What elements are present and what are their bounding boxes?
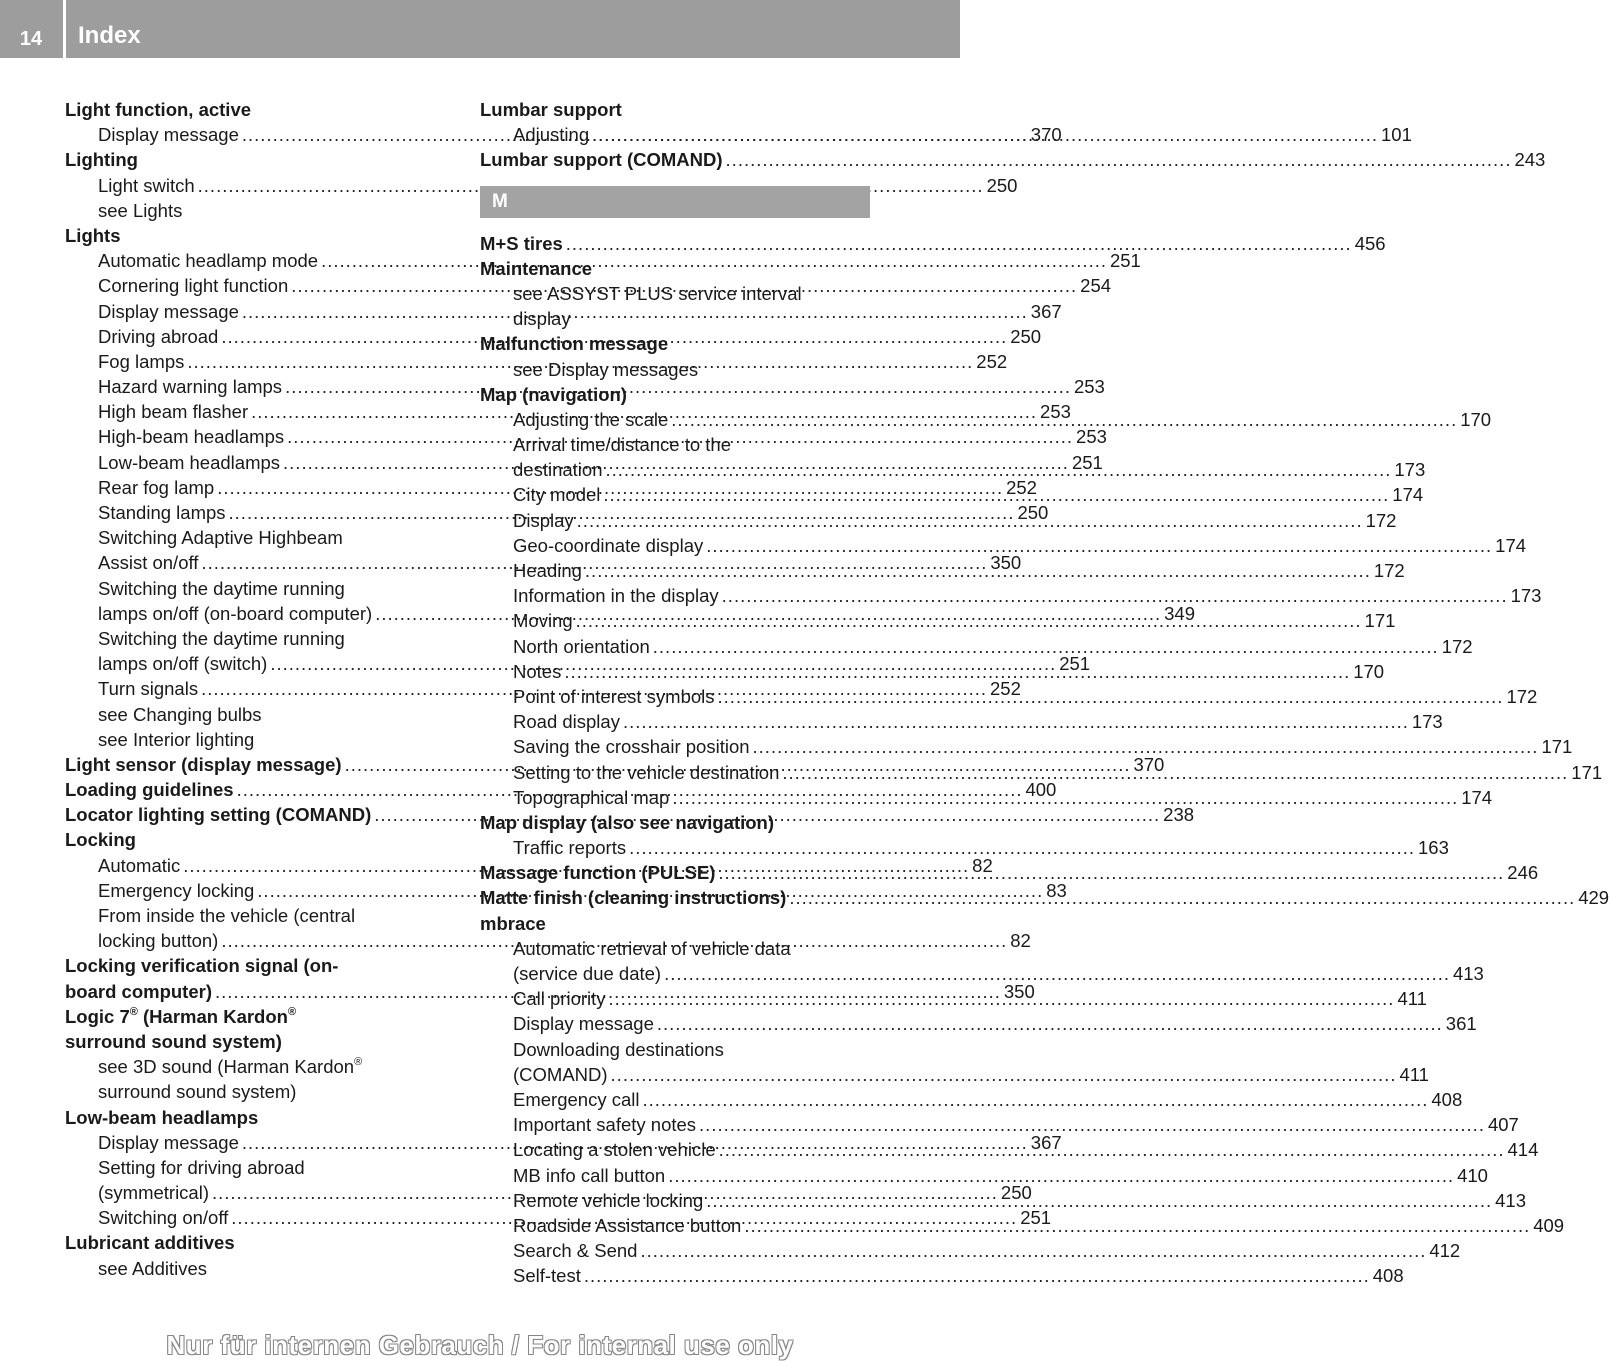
entry-label: mbrace: [480, 912, 546, 934]
page-reference: 456: [1354, 232, 1386, 254]
index-subentry: [480, 1263, 1404, 1288]
entry-label: Information in the display: [513, 585, 719, 607]
dot-leader: [726, 147, 1512, 172]
index-entry: [65, 1004, 455, 1029]
entry-label: City model: [513, 484, 601, 506]
page-reference: 173: [1411, 711, 1443, 733]
page-reference: 411: [1399, 1063, 1429, 1085]
entry-label: Adjusting: [513, 124, 590, 146]
entry-label: Road display: [513, 711, 620, 733]
page-reference: 367: [1030, 300, 1062, 322]
index-subentry: [65, 1079, 455, 1104]
dot-leader: [719, 1137, 1505, 1162]
dot-leader: [640, 1238, 1426, 1263]
index-subentry: [480, 432, 870, 457]
index-entry: [65, 223, 455, 248]
page-reference: 408: [1372, 1265, 1404, 1287]
index-entry: [65, 97, 455, 122]
dot-leader: [706, 533, 1492, 558]
entry-label: Switching the daytime running: [98, 577, 345, 599]
entry-label: Lubricant additives: [65, 1232, 235, 1254]
entry-label: Arrival time/distance to the: [513, 434, 731, 456]
entry-label: Geo-coordinate display: [513, 534, 704, 556]
page-reference: 172: [1441, 635, 1473, 657]
entry-label: Downloading destinations: [513, 1038, 724, 1060]
index-entry: [480, 810, 870, 835]
entry-label: Locator lighting setting (COMAND): [65, 804, 372, 826]
entry-label: see Display messages: [513, 358, 699, 380]
entry-label: (COMAND): [513, 1063, 608, 1085]
entry-label: Heading: [513, 560, 582, 581]
index-subentry: [480, 835, 1449, 860]
entry-label: Notes: [513, 660, 562, 682]
entry-label: Massage function (PULSE): [480, 862, 716, 884]
page-reference: 101: [1381, 124, 1412, 146]
entry-label: Locking verification signal (on-: [65, 955, 339, 977]
page-reference: 250: [1010, 325, 1042, 347]
dot-leader: [672, 785, 1458, 810]
dot-leader: [611, 1062, 1397, 1087]
page-reference: 174: [1392, 484, 1424, 506]
entry-label: MB info call button: [513, 1164, 666, 1186]
page-number: 14: [19, 28, 43, 50]
entry-label: destination: [513, 459, 603, 481]
index-subentry: [480, 634, 1473, 659]
dot-leader: [718, 684, 1504, 709]
index-subentry: [480, 1112, 1519, 1137]
entry-label: Lumbar support (COMAND): [480, 149, 723, 171]
entry-label: (symmetrical): [98, 1182, 209, 1204]
index-entry: [65, 1230, 455, 1255]
entry-label: Emergency call: [513, 1088, 640, 1110]
entry-label: lamps on/off (switch): [98, 653, 268, 675]
dot-leader: [699, 1112, 1485, 1137]
index-subentry: [65, 576, 455, 601]
entry-label: Roadside Assistance button: [513, 1214, 742, 1236]
dot-leader: [668, 1163, 1454, 1188]
entry-label: Emergency locking: [98, 879, 255, 901]
entry-label: High beam flasher: [98, 401, 249, 423]
index-subentry: [480, 1238, 1461, 1263]
dot-leader: [671, 407, 1457, 432]
index-subentry: [480, 1163, 1488, 1188]
entry-label: Saving the crosshair position: [513, 736, 750, 758]
entry-label: Driving abroad: [98, 325, 219, 347]
entry-label: Malfunction message: [480, 333, 669, 355]
page-reference: 251: [1059, 653, 1091, 675]
dot-leader: [706, 1188, 1492, 1213]
page-reference: 251: [1109, 250, 1141, 272]
entry-label: Light function, active: [65, 99, 252, 120]
index-subentry: [480, 357, 870, 382]
entry-label: Light switch: [98, 174, 195, 196]
dot-leader: [782, 760, 1568, 785]
dot-leader: [592, 122, 1378, 147]
page-reference: 254: [1080, 275, 1112, 297]
index-subentry: [65, 1256, 455, 1281]
page-reference: 251: [1071, 451, 1103, 473]
page-reference: 173: [1394, 459, 1426, 481]
entry-label: Traffic reports: [513, 837, 627, 859]
index-entry: [480, 256, 870, 281]
index-subentry: [480, 1062, 1429, 1087]
dot-leader: [623, 709, 1409, 734]
page-reference: 407: [1487, 1114, 1519, 1136]
page-reference: 82: [1010, 930, 1031, 952]
entry-label: Search & Send: [513, 1240, 638, 1262]
entry-label: Locking: [65, 829, 136, 851]
entry-label: Locating a stolen vehicle: [513, 1139, 716, 1161]
dot-leader: [584, 1263, 1370, 1288]
entry-label: Automatic headlamp mode: [98, 250, 319, 272]
page-reference: 409: [1533, 1214, 1565, 1236]
page-reference: 171: [1541, 736, 1573, 758]
page-reference: 361: [1445, 1013, 1477, 1035]
entry-label: see Additives: [98, 1257, 208, 1279]
entry-label: Setting for driving abroad: [98, 1156, 305, 1178]
index-entry: [65, 147, 455, 172]
index-entry: [65, 953, 455, 978]
page-reference: 252: [976, 350, 1008, 372]
index-subentry: [65, 1054, 455, 1079]
dot-leader: [609, 986, 1395, 1011]
page-reference: 243: [1514, 149, 1546, 171]
dot-leader: [603, 482, 1389, 507]
page-reference: 174: [1495, 534, 1527, 556]
page-reference: 400: [1025, 779, 1057, 801]
page-reference: 172: [1365, 509, 1397, 531]
index-subentry: [65, 626, 455, 651]
dot-leader: [576, 608, 1362, 633]
dot-leader: [718, 860, 1504, 885]
index-entry: [480, 382, 870, 407]
page-reference: 171: [1571, 761, 1603, 783]
dot-leader: [657, 1011, 1443, 1036]
section-letter-bar: M: [480, 186, 870, 218]
entry-label: Logic 7® (Harman Kardon®: [65, 1005, 297, 1027]
entry-label: Map (navigation): [480, 383, 627, 405]
entry-label: Low-beam headlamps: [65, 1106, 259, 1128]
page-reference: 412: [1429, 1240, 1461, 1262]
page-reference: 82: [972, 854, 993, 876]
page-reference: 250: [1017, 502, 1049, 523]
index-subentry: [65, 702, 455, 727]
entry-label: see Lights: [98, 199, 183, 221]
index-subentry: [65, 525, 455, 550]
entry-label: Moving: [513, 610, 573, 632]
internal-use-watermark: Nur für internen Gebrauch / For internal use only: [166, 1330, 794, 1360]
dot-leader: [664, 961, 1450, 986]
dot-leader: [577, 508, 1363, 533]
page-reference: 413: [1495, 1189, 1527, 1211]
page-reference: 83: [1046, 879, 1067, 901]
index-subentry: [65, 299, 1062, 324]
entry-label: see Interior lighting: [98, 728, 255, 750]
dot-leader: [789, 885, 1575, 910]
entry-label: Automatic: [98, 854, 181, 876]
index-entry: [480, 231, 1386, 256]
entry-label: Call priority: [513, 988, 606, 1010]
page-reference: 171: [1364, 610, 1396, 632]
entry-label: surround sound system): [98, 1081, 297, 1103]
page-reference: 252: [990, 678, 1021, 700]
index-subentry: [480, 1011, 1477, 1036]
page-reference: 413: [1452, 963, 1484, 984]
page-reference: 349: [1164, 602, 1195, 624]
index-subentry: [480, 306, 870, 331]
page-reference: 408: [1431, 1088, 1463, 1110]
entry-label: Display message: [98, 124, 239, 146]
page-reference: 170: [1353, 660, 1385, 682]
index-subentry: [65, 903, 455, 928]
index-entry: [65, 827, 455, 852]
page-reference: 246: [1507, 862, 1539, 884]
page-reference: 250: [986, 174, 1018, 196]
dot-leader: [629, 835, 1415, 860]
index-entry: [480, 97, 870, 122]
entry-label: Lights: [65, 224, 121, 246]
index-subentry: [480, 936, 870, 961]
page-reference: 367: [1030, 1131, 1062, 1153]
entry-label: Loading guidelines: [65, 779, 234, 801]
index-subentry: [65, 173, 1018, 198]
page-reference: 172: [1506, 685, 1538, 707]
entry-label: Adjusting the scale: [513, 408, 669, 430]
dot-leader: [653, 634, 1439, 659]
entry-label: surround sound system): [65, 1030, 282, 1052]
index-subentry: [480, 1037, 870, 1062]
entry-label: Switching the daytime running: [98, 627, 345, 649]
entry-label: Fog lamps: [98, 350, 185, 372]
page-reference: 238: [1163, 804, 1195, 826]
entry-label: Lumbar support: [480, 99, 622, 120]
page-reference: 350: [1003, 980, 1035, 1002]
page-reference: 252: [1006, 476, 1037, 498]
index-subentry: [480, 709, 1443, 734]
index-entry: [480, 911, 870, 936]
page-reference: 170: [1460, 408, 1492, 430]
page-reference: 414: [1507, 1139, 1539, 1161]
entry-label: Matte finish (cleaning instructions): [480, 887, 787, 909]
page-reference: 163: [1418, 837, 1449, 859]
index-entry: [480, 331, 870, 356]
page-reference: 429: [1578, 887, 1609, 909]
entry-label: see 3D sound (Harman Kardon®: [98, 1056, 363, 1078]
entry-label: Display message: [98, 1131, 239, 1153]
entry-label: display: [513, 308, 571, 330]
entry-label: Light sensor (display message): [65, 753, 342, 775]
index-entry: [65, 1105, 455, 1130]
entry-label: M+S tires: [480, 232, 563, 254]
entry-label: Switching on/off: [98, 1207, 229, 1229]
entry-label: Display: [513, 509, 574, 531]
dot-leader: [585, 558, 1371, 583]
page-reference: 370: [1030, 124, 1062, 146]
dot-leader: [753, 734, 1539, 759]
entry-label: Self-test: [513, 1265, 581, 1287]
index-subentry: [65, 727, 455, 752]
index-entry: [65, 1029, 455, 1054]
dot-leader: [722, 583, 1508, 608]
entry-label: Low-beam headlamps: [98, 451, 281, 473]
entry-label: Standing lamps: [98, 502, 226, 523]
entry-label: From inside the vehicle (central: [98, 905, 356, 926]
index-subentry: [480, 1087, 1463, 1112]
entry-label: North orientation: [513, 635, 650, 657]
page-reference: 350: [990, 552, 1022, 574]
page-reference: 250: [1000, 1182, 1032, 1204]
page-reference: 253: [1076, 426, 1107, 448]
page-reference: 253: [1073, 376, 1105, 398]
index-entry: [480, 147, 1546, 172]
entry-label: Point of interest symbols: [513, 685, 715, 707]
index-subentry: [480, 281, 870, 306]
entry-label: board computer): [65, 980, 212, 1002]
entry-label: Important safety notes: [513, 1114, 697, 1136]
entry-label: Lighting: [65, 149, 138, 171]
entry-label: Hazard warning lamps: [98, 376, 283, 398]
entry-label: see ASSYST PLUS service interval: [513, 282, 802, 304]
index-subentry: [480, 734, 1573, 759]
entry-label: lamps on/off (on-board computer): [98, 602, 373, 624]
entry-label: Automatic retrieval of vehicle data: [513, 937, 791, 959]
entry-label: Maintenance: [480, 257, 593, 279]
dot-leader: [744, 1213, 1530, 1238]
entry-label: (service due date): [513, 963, 662, 984]
dot-leader: [564, 659, 1350, 684]
entry-label: Assist on/off: [98, 552, 199, 574]
index-subentry: [480, 961, 1484, 986]
page-reference: 253: [1040, 401, 1071, 423]
entry-label: Switching Adaptive Highbeam: [98, 527, 343, 549]
entry-label: Display message: [98, 300, 239, 322]
entry-label: Remote vehicle locking: [513, 1189, 704, 1211]
entry-label: Rear fog lamp: [98, 476, 215, 498]
dot-leader: [642, 1087, 1428, 1112]
entry-label: Cornering light function: [98, 275, 289, 297]
page-reference: 411: [1397, 988, 1427, 1010]
index-subentry: [65, 198, 455, 223]
index-subentry: [480, 583, 1542, 608]
entry-label: Map display (also see navigation): [480, 811, 775, 833]
entry-label: see Changing bulbs: [98, 703, 262, 725]
entry-label: locking button): [98, 930, 219, 952]
dot-leader: [605, 457, 1391, 482]
index-subentry: [480, 533, 1527, 558]
page-reference: 173: [1510, 585, 1542, 607]
page-reference: 370: [1133, 753, 1165, 775]
dot-leader: [566, 231, 1352, 256]
entry-label: Topographical map: [513, 786, 670, 808]
index-subentry: [65, 1155, 455, 1180]
page-reference: 251: [1020, 1207, 1052, 1229]
page-reference: 410: [1457, 1164, 1488, 1186]
page-header: [0, 0, 960, 58]
page-title: Index: [78, 22, 141, 49]
header-divider: [63, 0, 66, 58]
entry-label: Setting to the vehicle destination: [513, 761, 780, 783]
page-reference: 174: [1461, 786, 1493, 808]
page-reference: 172: [1373, 560, 1405, 581]
entry-label: Display message: [513, 1013, 654, 1035]
entry-label: High-beam headlamps: [98, 426, 285, 448]
entry-label: Turn signals: [98, 678, 199, 700]
